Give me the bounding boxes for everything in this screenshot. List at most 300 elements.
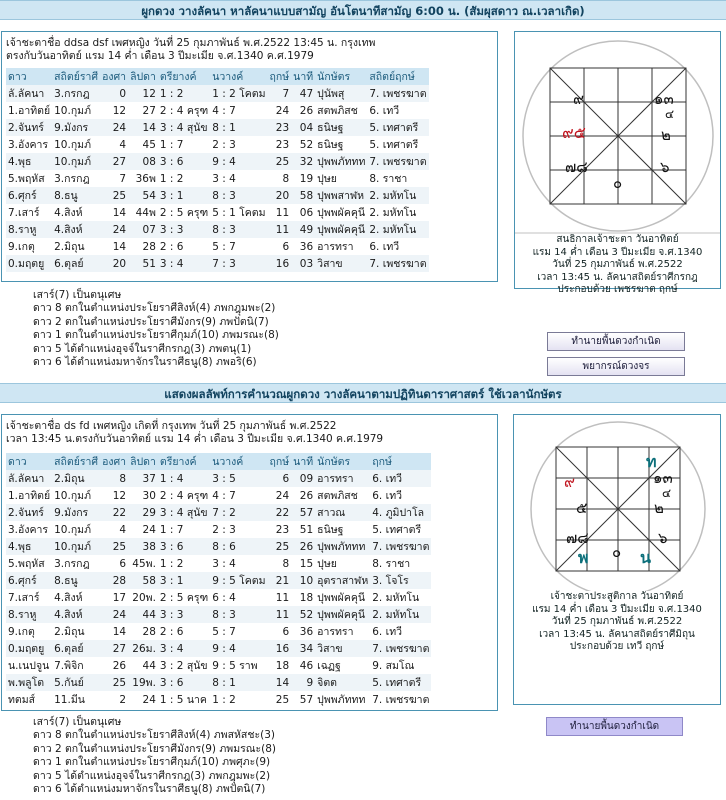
table-cell: 51: [299, 523, 314, 536]
table-cell: 3 : 4: [158, 255, 210, 272]
table-row: [6, 521, 431, 538]
table-cell: 22: [100, 504, 128, 521]
table-cell: 8. ราชา: [372, 558, 411, 570]
table-cell: ปุพพผัคคุนี: [317, 207, 366, 219]
table-cell: 30: [142, 489, 156, 502]
section1-title: ผูกดวง วางลัคนา หาลัคนาแบบสามัญ อันโตนาทีสามัญ 6:00 น. (สัมผุสดาว ณ.เวลาเกิด): [0, 0, 726, 20]
table-cell: 10.กุมภ์: [54, 524, 92, 536]
glyph-bottom: ๐: [612, 543, 622, 561]
note-line: ดาว 1 ตกในตำแหน่งประโยราศีกุมภ์(10) ภพมรณะ(8): [33, 329, 279, 342]
table-cell: สาวณ: [315, 504, 370, 521]
table-cell: 36: [299, 625, 314, 638]
table-cell: 14: [112, 206, 127, 219]
table-cell: 07: [128, 221, 158, 238]
predict-birth-button[interactable]: ทำนายพื้นดวงกำเนิด: [547, 332, 685, 351]
table-row: [6, 504, 431, 521]
note-line: ดาว 6 ได้ตำแหน่งมหาจักรในราศีธนู(8) ภพปัตนิ(7): [33, 783, 266, 796]
table-cell: เฉฏฐ: [317, 660, 341, 672]
section1-table-panel: [1, 31, 498, 282]
table-cell: 10.กุมภ์: [54, 139, 92, 151]
table-cell: 23: [275, 138, 290, 151]
table-cell: 16: [268, 640, 292, 657]
table-cell: 3 : 6: [158, 674, 210, 691]
table-cell: 44พ: [135, 207, 156, 219]
table-cell: 5 : 7: [212, 625, 236, 638]
table-cell: ลั.ลัคนา: [6, 85, 52, 102]
table-cell: 7. เพชรฆาต: [370, 538, 431, 555]
table-cell: 14: [128, 119, 158, 136]
table-row: [6, 589, 431, 606]
glyph-top: ท: [646, 452, 657, 471]
table-cell: 34: [291, 640, 315, 657]
table-cell: 4. ภูมิปาโล: [370, 504, 431, 521]
table-cell: 6. เทวี: [369, 105, 400, 117]
table-header-row: [6, 68, 429, 85]
caption-line: ประกอบด้วย เทวี ฤกษ์: [569, 641, 665, 652]
table-cell: 11: [275, 591, 290, 604]
table-cell: 8 : 1: [210, 119, 267, 136]
table-cell: 3.กรกฎ: [52, 85, 100, 102]
table-cell: 24: [100, 221, 128, 238]
table-row: [6, 170, 429, 187]
table-cell: 54: [128, 187, 158, 204]
glyph-right-mid: ๒: [654, 499, 664, 517]
table-cell: 26: [299, 489, 314, 502]
table-cell: 27: [142, 104, 156, 117]
table-cell: 57: [299, 693, 314, 706]
table-cell: 10.กุมภ์: [52, 153, 100, 170]
table-cell: 2. มหัทโน: [367, 187, 428, 204]
table-cell: 4.สิงห์: [54, 207, 83, 219]
table-cell: 7.เสาร์: [8, 207, 40, 219]
table-cell: 51: [128, 255, 158, 272]
table-cell: อารทรา: [315, 470, 370, 487]
table-row: [6, 691, 431, 708]
table-cell: 9 : 4: [210, 153, 267, 170]
table-cell: 5.พฤหัส: [8, 558, 45, 570]
table-cell: 21: [268, 572, 292, 589]
table-cell: 2 : 3: [212, 138, 236, 151]
table-cell: 7. เพชรฆาต: [367, 153, 428, 170]
note-line: ดาว 5 ได้ตำแหน่งอุจจ์ในราศีกรกฎ(3) ภพกฎุมพะ(2): [33, 769, 271, 782]
transit-forecast-button[interactable]: พยากรณ์ดวงจร: [547, 357, 685, 376]
table-cell: 52: [299, 138, 314, 151]
table-cell: 8.ธนู: [52, 187, 100, 204]
table-cell: 3 : 1: [158, 572, 210, 589]
table-cell: 25: [275, 693, 290, 706]
caption-line: เวลา 13:45 น. ลัคนาสถิตย์ราศีกรกฎ: [537, 271, 698, 283]
table-cell: 6. เทวี: [372, 626, 403, 638]
table-cell: 27: [100, 640, 128, 657]
note-line: เสาร์(7) เป็นตนุเศษ: [33, 289, 122, 301]
table-cell: อารทรา: [317, 626, 354, 638]
table-cell: 18: [275, 659, 290, 672]
table-cell: ธนิษฐ: [317, 139, 344, 151]
glyph-bottom-left: พ: [578, 548, 589, 567]
note-line: ดาว 2 ตกในตำแหน่งประโยราศีมังกร(9) ภพมรณะ(8): [33, 742, 277, 755]
table-cell: วิสาข: [315, 255, 367, 272]
table-cell: 7: [268, 85, 292, 102]
table-row: [6, 204, 429, 221]
table-row: [6, 221, 429, 238]
table-cell: 5. เทศาตรี: [370, 674, 431, 691]
table-cell: 20: [268, 187, 292, 204]
table-cell: 3 : 4: [212, 557, 236, 570]
table-cell: ปุพพภัททท: [317, 694, 366, 706]
table-cell: 10.กุมภ์: [52, 538, 100, 555]
table-row: [6, 187, 429, 204]
table-cell: 24: [142, 693, 156, 706]
table-cell: 37: [128, 470, 158, 487]
column-header: นักษัตร: [315, 453, 370, 470]
table-cell: 2 : 5 ครุฑ: [159, 592, 209, 604]
table-cell: 6: [268, 470, 292, 487]
table-cell: 8 : 6: [210, 538, 267, 555]
table-cell: 58: [128, 572, 158, 589]
table-cell: 2 : 6: [159, 240, 184, 253]
table-cell: 1 : 2: [159, 557, 184, 570]
table-cell: 24: [275, 489, 290, 502]
table-cell: 5. เทศาตรี: [372, 524, 422, 536]
glyph-right-top-sub: ๔: [662, 486, 672, 500]
table-cell: 7: [119, 172, 127, 185]
table-cell: 25: [100, 674, 128, 691]
table-cell: ธนิษฐ: [315, 119, 367, 136]
table-cell: 6. เทวี: [369, 241, 400, 253]
section1-chart-panel: [514, 31, 721, 295]
table-cell: 36พ: [135, 173, 156, 185]
table-cell: อารทรา: [317, 241, 354, 253]
glyph-left-bot: ๗๘: [565, 158, 588, 176]
table-row: [6, 640, 431, 657]
table-cell: 17: [112, 591, 127, 604]
table-cell: 8.ธนู: [52, 572, 100, 589]
table-row: [6, 606, 431, 623]
table-cell: 44: [128, 606, 158, 623]
column-header: ดาว: [6, 453, 52, 470]
table-cell: 08: [128, 153, 158, 170]
column-header: ลิปดา: [128, 453, 158, 470]
table-cell: 28: [142, 240, 156, 253]
table-cell: 2.มิถุน: [54, 626, 85, 638]
table-cell: 10.กุมภ์: [54, 105, 92, 117]
table-cell: 1 : 2: [212, 693, 236, 706]
table-cell: 7. เพชรฆาต: [367, 85, 428, 102]
note-line: ดาว 8 ตกในตำแหน่งประโยราศีสิงห์(4) ภพกฎุมพะ(2): [33, 302, 276, 315]
table-cell: 19: [299, 172, 314, 185]
table-cell: 3 : 5: [210, 470, 267, 487]
section2-chart-caption: [514, 591, 720, 654]
table-cell: 1 : 2: [159, 172, 184, 185]
table-row: [6, 555, 431, 572]
glyph-left-mid: ๕: [576, 499, 588, 517]
table-cell: 32: [291, 153, 315, 170]
table-cell: 24: [100, 606, 128, 623]
table-cell: ปุนัพสุ: [315, 85, 367, 102]
table-cell: 6: [119, 557, 127, 570]
table-cell: 3 : 4 สุนัข: [158, 504, 210, 521]
table-cell: 9.มังกร: [52, 119, 100, 136]
table-cell: 9.เกตุ: [8, 626, 35, 638]
section1-chart-caption: [515, 234, 720, 297]
table-cell: 6. เทวี: [370, 470, 431, 487]
table-cell: 20พ.: [132, 592, 156, 604]
table-cell: 11: [268, 606, 292, 623]
table-cell: 5 : 1 โคตม: [212, 207, 266, 219]
table-cell: 06: [299, 206, 314, 219]
table-cell: 1 : 2: [158, 85, 210, 102]
section2-planet-table: [6, 453, 431, 708]
table-cell: 9.มังกร: [52, 504, 100, 521]
table-cell: 6.ศุกร์: [6, 187, 52, 204]
table-cell: 45: [142, 138, 156, 151]
table-cell: 12: [112, 104, 127, 117]
table-cell: ทตมส์: [8, 694, 36, 706]
table-cell: 9 : 5 โคตม: [210, 572, 267, 589]
table-cell: 16: [268, 255, 292, 272]
table-cell: 4.พุธ: [6, 153, 52, 170]
column-header: ฤกษ์: [268, 68, 292, 85]
table-cell: 09: [291, 470, 315, 487]
table-cell: 3.อังคาร: [8, 139, 49, 151]
section1-intro: เจ้าชะตาชื่อ ddsa dsf เพศหญิง วันที่ 25 กุมภาพันธ์ พ.ศ.2522 13:45 น. กรุงเทพ ตรงกับวันอาทิตย์ แรม 14 ค่ำ เดือน 3 ปีมะเมีย จ.ศ.1340 ค.ศ.1979: [6, 37, 376, 62]
table-cell: 2. มหัทโน: [372, 592, 420, 604]
column-header: องศา: [100, 68, 128, 85]
caption-line: แรม 14 ค่ำ เดือน 3 ปีมะเมีย จ.ศ.1340: [532, 603, 702, 615]
table-cell: 5. เทศาตรี: [369, 139, 419, 151]
column-header: นวางค์: [210, 68, 267, 85]
section2-title: แสดงผลลัพท์การคำนวณผูกดวง วางลัคนาตามปฏิทินดาราศาสตร์ ใช้เวลานักษัตร: [0, 383, 726, 403]
table-cell: 29: [128, 504, 158, 521]
table-cell: 8 : 3: [210, 221, 267, 238]
glyph-left-mid: ๙๕: [562, 123, 586, 142]
table-row: [6, 538, 431, 555]
table-cell: 26: [112, 659, 127, 672]
section2-horoscope-wheel: [514, 415, 722, 591]
table-cell: 26ม.: [128, 640, 158, 657]
table-cell: 14: [112, 240, 127, 253]
table-cell: 8: [282, 172, 290, 185]
table-cell: 3 : 3: [158, 221, 210, 238]
table-cell: 25: [100, 538, 128, 555]
glyph-right-top-sub: ๔: [665, 107, 675, 121]
table-cell: 28: [100, 572, 128, 589]
table-cell: 6 : 4: [212, 591, 236, 604]
table-cell: 6.ศุกร์: [6, 572, 52, 589]
table-cell: 3 : 4: [212, 172, 236, 185]
table-cell: 25: [268, 153, 292, 170]
column-header: ฤกษ์: [370, 453, 431, 470]
table-cell: 2.มิถุน: [54, 241, 85, 253]
table-cell: 0: [100, 85, 128, 102]
table-cell: 2: [119, 693, 127, 706]
table-cell: 45พ.: [132, 558, 156, 570]
table-cell: 25: [100, 187, 128, 204]
table-row: [6, 255, 429, 272]
column-header: ลิปดา: [128, 68, 158, 85]
note-line: ดาว 2 ตกในตำแหน่งประโยราศีมังกร(9) ภพปัตนิ(7): [33, 315, 269, 328]
table-cell: 4: [119, 138, 127, 151]
column-header: นาที: [291, 453, 315, 470]
table-cell: จิตต: [315, 674, 370, 691]
table-cell: 14: [112, 625, 127, 638]
table-cell: 8 : 3: [210, 187, 267, 204]
caption-line: เจ้าชะตาประสูติกาล วันอาทิตย์: [550, 591, 684, 602]
glyph-bottom: ๐: [613, 174, 623, 192]
table-cell: 7 : 2: [210, 504, 267, 521]
table-cell: ปุพพสาฬห: [315, 187, 367, 204]
table-cell: 19พ.: [128, 674, 158, 691]
table-cell: 52: [291, 606, 315, 623]
table-cell: 11: [268, 221, 292, 238]
table-cell: 14: [268, 674, 292, 691]
table-cell: 8 : 1: [210, 674, 267, 691]
glyph-right-bot: ๖: [660, 158, 670, 176]
table-cell: 2.มิถุน: [52, 470, 100, 487]
table-cell: 24: [142, 523, 156, 536]
table-cell: 24: [100, 119, 128, 136]
table-cell: 12: [112, 489, 127, 502]
table-cell: 11.มีน: [54, 694, 85, 706]
table-cell: 3 : 3: [158, 606, 210, 623]
table-cell: 1 : 7: [159, 138, 184, 151]
table-cell: 6: [282, 625, 290, 638]
table-cell: 8.ราหู: [6, 606, 52, 623]
table-cell: 8: [100, 470, 128, 487]
caption-line: วันที่ 25 กุมภาพันธ์ พ.ศ.2522: [552, 259, 683, 270]
table-cell: 3 : 4: [158, 640, 210, 657]
table-cell: 2 : 6: [159, 625, 184, 638]
table-cell: 0.มฤตยู: [6, 640, 52, 657]
table-cell: 04: [291, 119, 315, 136]
table-row: [6, 153, 429, 170]
glyph-left-top: ๙: [573, 90, 584, 108]
column-header: ฤกษ์: [268, 453, 292, 470]
table-cell: 38: [128, 538, 158, 555]
table-cell: ปุพพผัคคุนี: [315, 221, 367, 238]
table-cell: 4 : 7: [212, 104, 236, 117]
table-cell: 12: [128, 85, 158, 102]
table-cell: สตพภิสช: [317, 490, 358, 502]
table-cell: 1.อาทิตย์: [8, 105, 51, 117]
table-row: [6, 238, 429, 255]
table-cell: 7. เพชรฆาต: [372, 694, 430, 706]
predict-birth-button-2[interactable]: ทำนายพื้นดวงกำเนิด: [546, 717, 683, 736]
column-header: ตรียางค์: [158, 453, 210, 470]
table-row: [6, 102, 429, 119]
table-cell: 7.เสาร์: [8, 592, 40, 604]
table-row: [6, 674, 431, 691]
table-cell: 3.กรกฎ: [54, 173, 90, 185]
note-line: ดาว 1 ตกในตำแหน่งประโยราศีกุมภ์(10) ภพศุภะ(9): [33, 756, 271, 769]
table-cell: 2.จันทร์: [6, 504, 52, 521]
table-cell: 23: [268, 119, 292, 136]
table-cell: 6. เทวี: [372, 490, 403, 502]
table-cell: 3.กรกฎ: [54, 558, 90, 570]
table-cell: 36: [299, 240, 314, 253]
column-header: นักษัตร: [315, 68, 367, 85]
table-cell: 3. โจโร: [370, 572, 431, 589]
table-cell: 8.ราหู: [6, 221, 52, 238]
table-cell: 4.สิงห์: [52, 221, 100, 238]
table-cell: 4 : 7: [212, 489, 236, 502]
table-cell: 7 : 3: [210, 255, 267, 272]
caption-line: สนธิกาลเจ้าชะตา วันอาทิตย์: [556, 234, 679, 245]
table-cell: ปุพพผัคคุนี: [315, 606, 370, 623]
table-cell: 44: [142, 659, 156, 672]
table-cell: 23: [275, 523, 290, 536]
table-cell: วิสาข: [315, 640, 370, 657]
table-cell: 03: [291, 255, 315, 272]
table-cell: พ.พลูโต: [6, 674, 52, 691]
table-cell: 5.พฤหัส: [8, 173, 45, 185]
table-cell: 6: [282, 240, 290, 253]
table-cell: 25: [268, 538, 292, 555]
table-cell: 57: [291, 504, 315, 521]
column-header: สถิตย์ราศี: [52, 453, 100, 470]
table-cell: 8: [282, 557, 290, 570]
table-cell: 9 : 5 ราพ: [212, 660, 258, 672]
section2-table-panel: [1, 414, 498, 711]
table-cell: 4.สิงห์: [52, 606, 100, 623]
table-row: [6, 119, 429, 136]
table-cell: ปุษย: [317, 558, 337, 570]
caption-line: ประกอบด้วย เพชรฆาต ฤกษ์: [557, 284, 678, 295]
glyph-right-top: ๑๓: [654, 90, 674, 108]
table-cell: 47: [291, 85, 315, 102]
table-cell: 4.พุธ: [6, 538, 52, 555]
section2-notes: [33, 716, 276, 796]
glyph-left-bot: ๗๘: [566, 529, 589, 547]
table-cell: 5. เทศาตรี: [367, 119, 428, 136]
table-cell: ธนิษฐ: [317, 524, 344, 536]
table-cell: 4: [119, 523, 127, 536]
section1-notes: [33, 289, 279, 369]
column-header: ดาว: [6, 68, 52, 85]
table-cell: 9. สมโณ: [372, 660, 415, 672]
section2-chart-panel: [513, 414, 721, 705]
table-cell: 9: [291, 674, 315, 691]
table-cell: 4.สิงห์: [54, 592, 83, 604]
table-cell: ปุพพภัททท: [315, 538, 370, 555]
table-cell: 6.ตุลย์: [52, 255, 100, 272]
table-row: [6, 657, 431, 674]
caption-line: แรม 14 ค่ำ เดือน 3 ปีมะเมีย จ.ศ.1340: [532, 246, 703, 258]
table-cell: ปุพพผัคคุนี: [317, 592, 366, 604]
table-row: [6, 572, 431, 589]
table-row: [6, 623, 431, 640]
column-header: นวางค์: [210, 453, 267, 470]
table-cell: ปุษย: [317, 173, 337, 185]
table-cell: 9 : 4: [210, 640, 267, 657]
glyph-left-top: ๙: [564, 473, 575, 491]
table-cell: สตพภิสช: [317, 105, 358, 117]
table-row: [6, 136, 429, 153]
table-cell: 10.กุมภ์: [54, 490, 92, 502]
table-cell: 3 : 6: [158, 538, 210, 555]
table-cell: 20: [100, 255, 128, 272]
table-cell: 49: [291, 221, 315, 238]
table-cell: ปุพพภัททท: [315, 153, 367, 170]
table-cell: 26: [291, 538, 315, 555]
table-cell: 58: [291, 187, 315, 204]
note-line: ดาว 5 ได้ตำแหน่งอุจจ์ในราศีกรกฎ(3) ภพตนุ(1): [33, 342, 252, 355]
table-cell: น.เนปจูน: [8, 660, 50, 672]
table-cell: 22: [268, 504, 292, 521]
table-cell: 2.จันทร์: [6, 119, 52, 136]
column-header: ตรียางค์: [158, 68, 210, 85]
table-cell: 7. เพชรฆาต: [367, 255, 428, 272]
